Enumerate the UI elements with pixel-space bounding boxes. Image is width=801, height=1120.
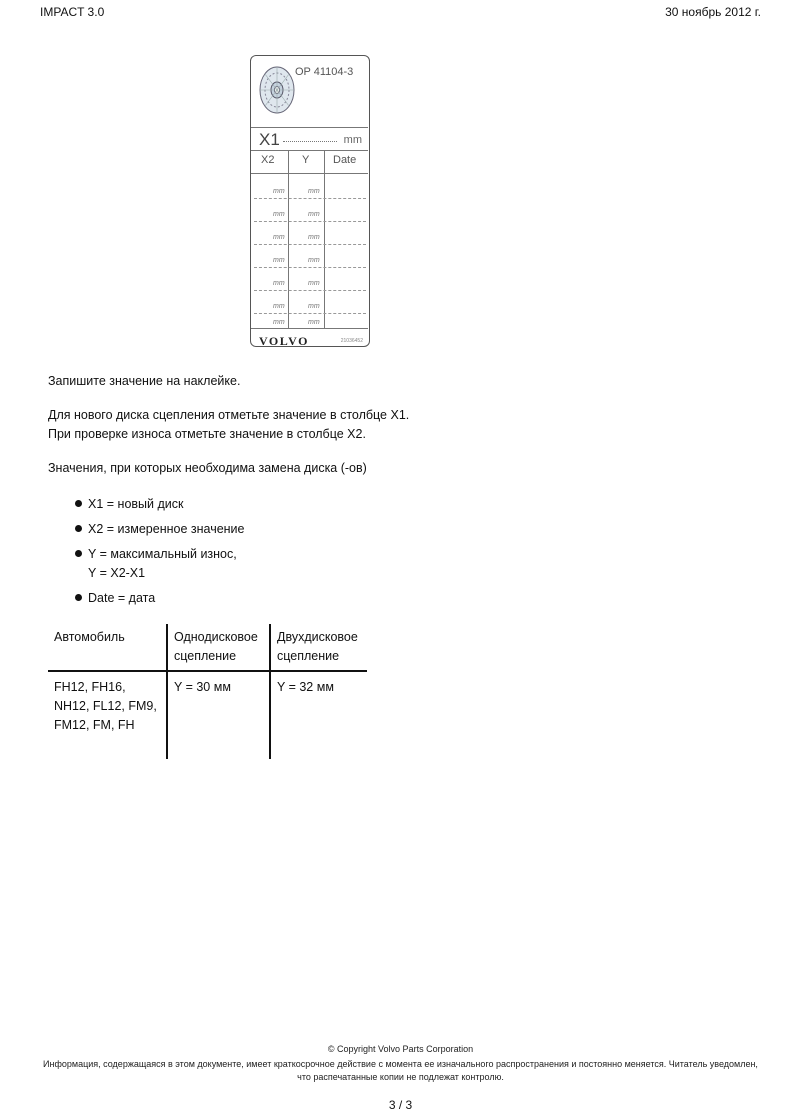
document-date: 30 ноябрь 2012 г.: [665, 5, 761, 19]
table-row: [48, 671, 367, 759]
row-unit: mm: [273, 211, 285, 218]
list-item: X2 = измеренное значение: [74, 520, 245, 539]
copyright-notice: © Copyright Volvo Parts Corporation: [327, 1044, 474, 1054]
entry-row: [254, 243, 366, 245]
list-item: Date = дата: [74, 589, 245, 608]
legend-list: [74, 495, 245, 614]
col-x2-label: X2: [261, 154, 275, 166]
row-unit: mm: [273, 234, 285, 241]
entry-row: [254, 266, 366, 268]
row-unit: mm: [273, 319, 285, 326]
column-header-single-disc: Однодисковое сцепление: [167, 624, 270, 671]
col-y-label: Y: [302, 154, 310, 166]
volvo-logo: VOLVO: [259, 334, 309, 348]
entry-row: [254, 197, 366, 199]
vehicle-models-cell: FH12, FH16, NH12, FL12, FM9, FM12, FM, FH: [54, 680, 157, 732]
column-divider: [324, 151, 325, 329]
instruction-text: Запишите значение на наклейке.: [48, 374, 241, 388]
row-unit: mm: [308, 319, 320, 326]
entry-row: [254, 312, 366, 314]
row-unit: mm: [308, 280, 320, 287]
row-unit: mm: [273, 188, 285, 195]
wear-sticker-figure: [250, 55, 370, 347]
row-unit: mm: [308, 303, 320, 310]
table-header-row: [48, 624, 367, 671]
row-unit: mm: [273, 257, 285, 264]
bottom-rule: [251, 328, 368, 329]
x1-label: X1: [259, 130, 280, 149]
single-disc-value: Y = 30 мм: [167, 671, 270, 759]
row-unit: mm: [308, 188, 320, 195]
row-unit: mm: [273, 280, 285, 287]
list-item: Y = максимальный износ, Y = X2-X1: [74, 545, 245, 583]
list-item: X1 = новый диск: [74, 495, 245, 514]
values-intro-text: Значения, при которых необходима замена диска (-ов): [48, 461, 367, 475]
row-unit: mm: [273, 303, 285, 310]
dual-disc-value: Y = 32 мм: [270, 671, 367, 759]
wear-check-text: При проверке износа отметьте значение в столбце X2.: [48, 427, 366, 441]
row-unit: mm: [308, 257, 320, 264]
figure-id: 21036452: [340, 338, 363, 344]
col-date-label: Date: [333, 154, 357, 166]
column-header-dual-disc: Двухдисковое сцепление: [270, 624, 367, 671]
row-unit: mm: [308, 234, 320, 241]
page-number: 3 / 3: [388, 1098, 413, 1112]
header-rule: [251, 173, 368, 174]
row-unit: mm: [308, 211, 320, 218]
entry-row: [254, 220, 366, 222]
x1-dotted-line: [283, 141, 337, 142]
column-divider: [288, 151, 289, 329]
clutch-spec-table: [48, 624, 367, 759]
disclaimer-text: Информация, содержащаяся в этом документе, имеет краткосрочное действие с момента ее изначального распространения и постоянно меняется. Читатель уведомлен, что распечатанные копии не подлежат контролю.: [43, 1059, 758, 1082]
entry-row: [254, 289, 366, 291]
x1-row: [251, 127, 368, 151]
new-disc-text: Для нового диска сцепления отметьте значение в столбце X1.: [48, 408, 410, 422]
column-header-vehicle: Автомобиль: [48, 624, 167, 671]
x1-unit: mm: [343, 134, 362, 146]
op-number: OP 41104-3: [295, 66, 354, 78]
app-name: IMPACT 3.0: [40, 5, 105, 19]
